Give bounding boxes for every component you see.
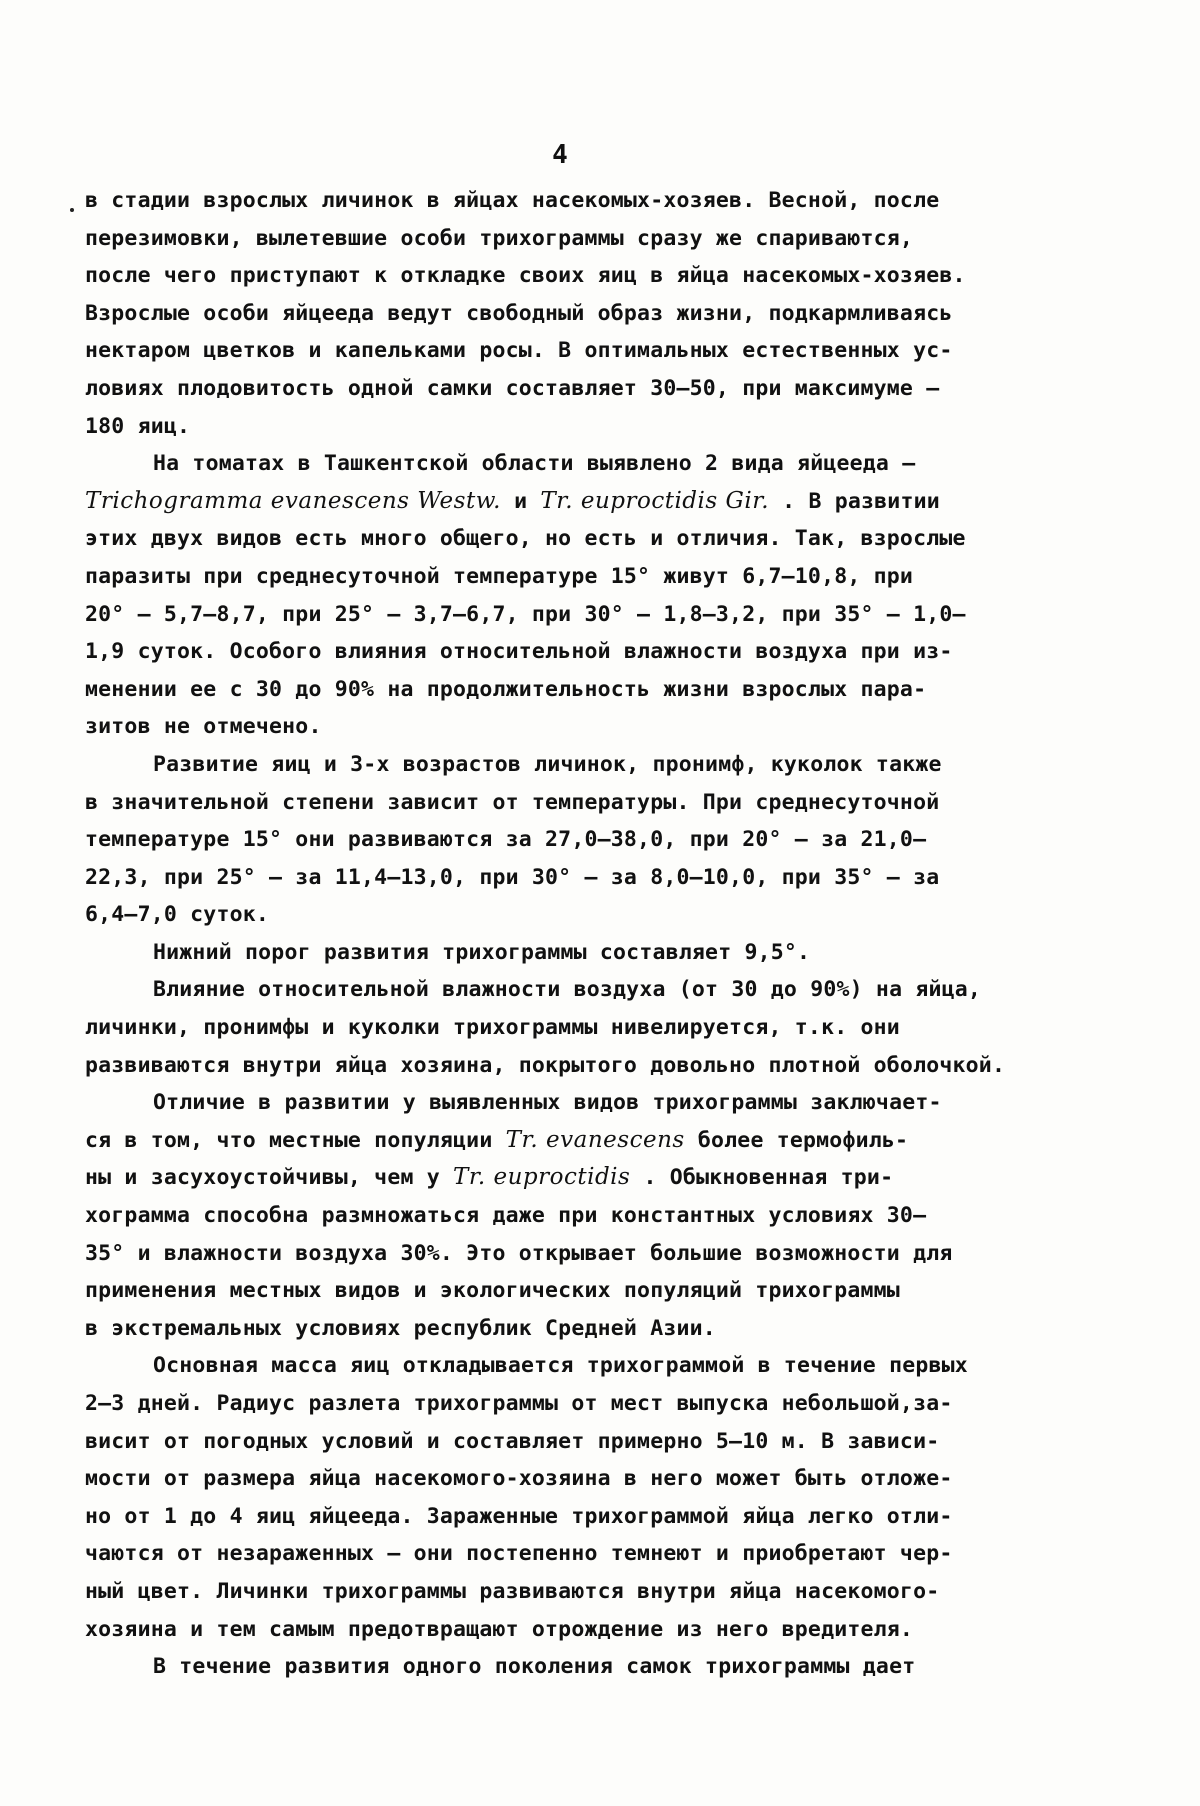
text-line: Развитие яиц и 3-х возрастов личинок, пронимф, куколок также — [153, 751, 942, 777]
text-line: мости от размера яйца насекомого-хозяина в него может быть отложе- — [85, 1466, 953, 1492]
text-line: 22,3, при 25° – за 11,4–13,0, при 30° – за 8,0–10,0, при 35° – за — [85, 864, 940, 890]
text-line: Влияние относительной влажности воздуха (от 30 до 90%) на яйца, — [153, 977, 982, 1003]
text-line: но от 1 до 4 яиц яйцееда. Зараженные трихограммой яйца легко отли- — [85, 1503, 953, 1529]
text-line: 35° и влажности воздуха 30%. Это открывает большие возможности для — [85, 1240, 953, 1266]
text-line: этих двух видов есть много общего, но есть и отличия. Так, взрослые — [85, 526, 966, 552]
text-line: ловиях плодовитость одной самки составляет 30–50, при максимуме – — [85, 375, 940, 401]
text-line-species — [85, 1159, 1085, 1197]
text-fragment: ны и засухоустойчивы, чем у — [85, 1165, 454, 1191]
species-name: Tr. evanescens — [505, 1126, 685, 1153]
text-line: температуре 15° они развиваются за 27,0–38,0, при 20° – за 21,0– — [85, 827, 927, 853]
species-name: Tr. euproctidis — [453, 1164, 631, 1191]
text-line: 2–3 дней. Радиус разлета трихограммы от мест выпуска небольшой,за- — [85, 1391, 953, 1416]
text-line: висит от погодных условий и составляет примерно 5–10 м. В зависи- — [85, 1428, 940, 1454]
text-line: менении ее с 30 до 90% на продолжительность жизни взрослых пара- — [85, 676, 927, 702]
text-line: перезимовки, вылетевшие особи трихограммы сразу же спариваются, — [85, 225, 914, 251]
text-line: развиваются внутри яйца хозяина, покрытого довольно плотной оболочкой. — [85, 1052, 1006, 1078]
text-line-species — [85, 1122, 1085, 1160]
text-line: личинки, пронимфы и куколки трихограммы нивелируется, т.к. они — [85, 1015, 900, 1041]
text-line: ный цвет. Личинки трихограммы развиваются внутри яйца насекомого- — [85, 1578, 940, 1604]
text-line-species — [85, 483, 1085, 521]
text-line: 1,9 суток. Особого влияния относительной влажности воздуха при из- — [85, 639, 953, 665]
text-line: Отличие в развитии у выявленных видов трихограммы заключает- — [153, 1090, 942, 1116]
text-line: после чего приступают к откладке своих яиц в яйца насекомых-хозяев. — [85, 263, 966, 289]
stray-mark — [70, 208, 74, 212]
page-number: 4 — [552, 140, 568, 170]
text-line: нектаром цветков и капельками росы. В оптимальных естественных ус- — [85, 338, 953, 364]
text-line: В течение развития одного поколения самок трихограммы дает — [153, 1654, 916, 1680]
text-fragment: . Обыкновенная три- — [630, 1165, 894, 1191]
text-line: чаются от незараженных – они постепенно темнеют и приобретают чер- — [85, 1541, 953, 1567]
text-line: в значительной степени зависит от температуры. При среднесуточной — [85, 789, 940, 815]
text-fragment: . В развитии — [769, 488, 940, 514]
text-line: 180 яиц. — [85, 413, 191, 439]
text-line: Взрослые особи яйцееда ведут свободный образ жизни, подкармливаясь — [85, 300, 953, 326]
body-text — [85, 182, 1085, 1686]
text-line: зитов не отмечено. — [85, 714, 322, 740]
text-line: 20° – 5,7–8,7, при 25° – 3,7–6,7, при 30° – 1,8–3,2, при 35° – 1,0– — [85, 601, 966, 627]
text-fragment: более термофиль- — [684, 1127, 909, 1153]
species-name: Trichogramma evanescens Westw. — [85, 487, 501, 514]
text-fragment: и — [500, 488, 541, 514]
text-line: в экстремальных условиях республик Средней Азии. — [85, 1315, 716, 1341]
species-name: Tr. euproctidis Gir. — [540, 487, 770, 514]
text-line: применения местных видов и экологических популяций трихограммы — [85, 1278, 900, 1304]
text-line: хограмма способна размножаться даже при константных условиях 30– — [85, 1203, 927, 1229]
text-line: хозяина и тем самым предотвращают отрождение из него вредителя. — [85, 1616, 914, 1642]
text-line: паразиты при среднесуточной температуре 15° живут 6,7–10,8, при — [85, 563, 914, 589]
text-line: Основная масса яиц откладывается трихограммой в течение первых — [153, 1353, 968, 1379]
text-line: На томатах в Ташкентской области выявлено 2 вида яйцееда – — [153, 451, 916, 477]
text-line: в стадии взрослых личинок в яйцах насекомых-хозяев. Весной, после — [85, 188, 940, 213]
text-line: 6,4–7,0 суток. — [85, 902, 270, 928]
text-fragment: ся в том, что местные популяции — [85, 1127, 506, 1153]
text-line: Нижний порог развития трихограммы составляет 9,5°. — [153, 939, 811, 965]
